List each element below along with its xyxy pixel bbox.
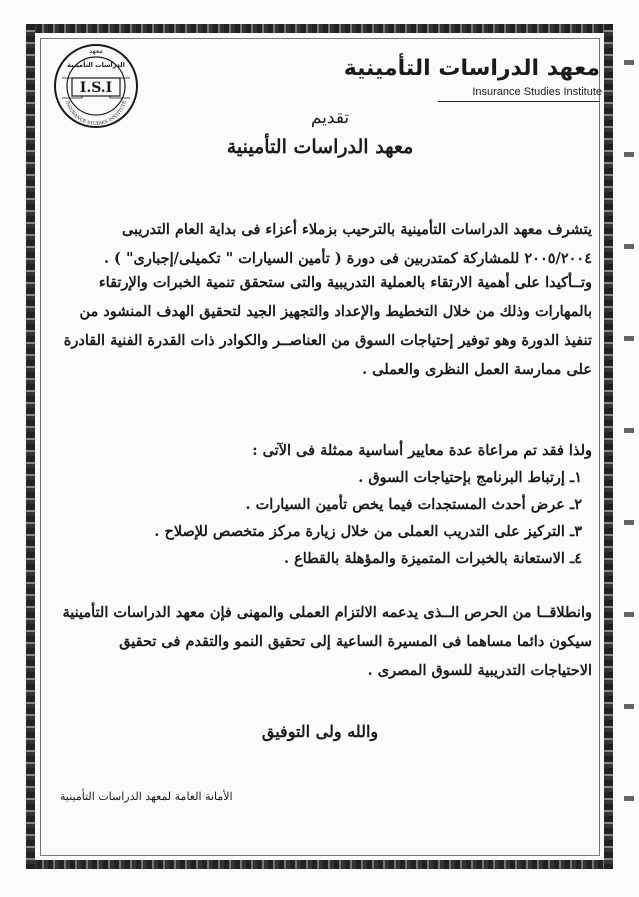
paragraph-importance: وتــأكيدا على أهمية الارتقاء بالعملية التدريبية والتى ستحقق تنمية الخبرات والإرتقاء بالمهارات وذلك من خلال التخطيط والإعداد والتجهيز الجيد لتحقيق الهدف المنشود من تنفيذ الدورة وهو توفير إحتياجات السوق من العناصــر والكوادر ذات القدرة الفنية القادرة على ممارسة العمل النظرى والعملى . <box>63 274 592 378</box>
logo-abbreviation: I.S.I <box>79 80 113 96</box>
criteria-item-3: ٣ـ التركيز على التدريب العملى من خلال زيارة مركز متخصص للإصلاح . <box>154 523 582 540</box>
institute-logo-icon <box>52 42 140 130</box>
page-border-top <box>26 24 613 33</box>
header-rule <box>438 101 600 102</box>
scan-edge-marks <box>624 20 634 880</box>
logo-ring-english: INSURANCE STUDIES INSTITUTE <box>63 100 129 128</box>
page-border-left <box>26 24 35 869</box>
intro-word: تقديم <box>310 108 350 128</box>
logo-ring-arabic: الدراسات التأمينية <box>67 61 125 69</box>
logo-top-text: معهد <box>88 47 104 55</box>
criteria-item-2: ٢ـ عرض أحدث المستجدات فيما يخص تأمين السيارات . <box>245 496 582 513</box>
document-heading: معهد الدراسات التأمينية <box>226 136 414 158</box>
closing-phrase: والله ولى التوفيق <box>261 722 379 741</box>
signature-line: الأمانة العامة لمعهد الدراسات التأمينية <box>60 790 233 803</box>
page-border-right <box>604 24 613 869</box>
criteria-intro: ولذا فقد تم مراعاة عدة معايير أساسية ممثلة فى الآتى : <box>252 442 592 459</box>
criteria-section <box>60 437 592 572</box>
paragraph-welcome: يتشرف معهد الدراسات التأمينية بالترحيب بزملاء أعزاء فى بداية العام التدريبى ٢٠٠٥/٢٠٠٤ للمشاركة كمتدربين فى دورة ( تأمين السيارات " تكميلى/إجبارى" ) . <box>103 221 592 267</box>
institute-name-english: Insurance Studies Institute <box>472 86 602 98</box>
page-border-bottom <box>26 860 613 869</box>
paragraph-commitment: وانطلاقــا من الحرص الــذى يدعمه الالتزام العملى والمهنى فإن معهد الدراسات التأمينية سيكون دائما مساهما فى المسيرة الساعية إلى تحقيق النمو والتقدم فى تحقيق الاحتياجات التدريبية للسوق المصرى . <box>62 604 592 679</box>
institute-name-arabic: معهد الدراسات التأمينية <box>343 56 600 81</box>
criteria-item-4: ٤ـ الاستعانة بالخبرات المتميزة والمؤهلة بالقطاع . <box>284 550 582 567</box>
criteria-item-1: ١ـ إرتباط البرنامج بإحتياجات السوق . <box>358 469 582 486</box>
